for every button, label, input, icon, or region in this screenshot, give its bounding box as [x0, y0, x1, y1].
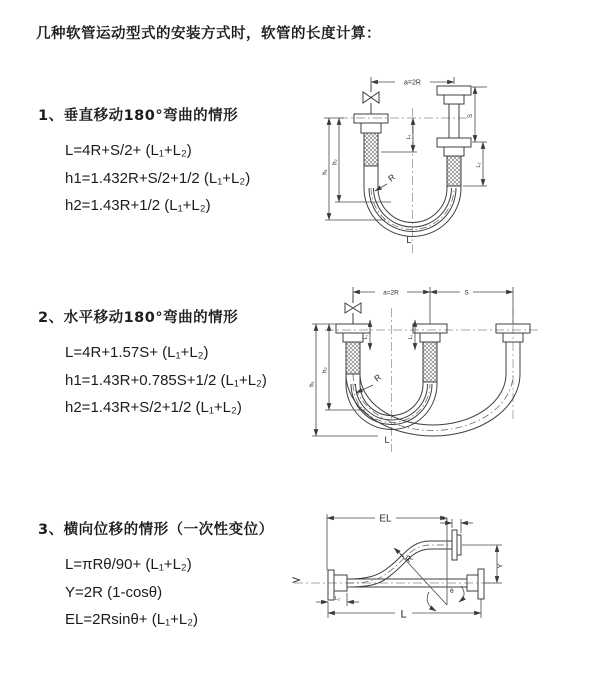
right-flange-bottom	[437, 138, 471, 156]
braided-hose-section	[447, 156, 461, 186]
radius-label: R	[403, 553, 415, 565]
dim-label-l2: L₂	[334, 596, 341, 602]
length-label: L	[384, 435, 390, 445]
formula-line: h2=1.43R+S/2+1/2 (L₁+L₂)	[65, 399, 242, 416]
left-flange	[354, 114, 388, 133]
dim-label-l1: L₁	[363, 334, 369, 340]
section-2-heading: 2、水平移动180°弯曲的情形	[38, 310, 239, 326]
dim-label-l: L	[400, 608, 407, 621]
section-lateral-displacement	[38, 518, 274, 634]
formula-line: h1=1.43R+0.785S+1/2 (L₁+L₂)	[65, 371, 267, 389]
right-flange-top	[437, 86, 471, 104]
braided-hose-section	[423, 342, 437, 382]
dim-label-l2: L₂	[476, 162, 482, 168]
formula-line: Y=2R (1-cosθ)	[65, 583, 163, 601]
lateral-displacement-diagram	[290, 490, 520, 655]
vertical-180-bend-diagram	[311, 70, 591, 265]
dim-label-s: S	[468, 113, 474, 119]
vertical-180-bend-svg	[311, 70, 591, 265]
dim-label-y: Y	[495, 563, 505, 569]
valve-icon	[363, 84, 379, 114]
dim-label-l1: L₁	[442, 516, 448, 522]
dim-label-s: S	[464, 289, 469, 297]
u-bend-hose-position2	[346, 371, 520, 436]
hose-original-position	[347, 569, 484, 599]
dim-label-h2: h₂	[322, 367, 329, 373]
formula-line: L=πRθ/90+ (L₁+L₂)	[65, 556, 192, 573]
middle-flange	[413, 324, 447, 342]
section-2-formulas	[65, 339, 267, 422]
dim-label-l1: L₁	[406, 134, 412, 140]
section-horizontal-movement	[38, 306, 267, 422]
formula-line: L=4R+1.57S+ (L₁+L₂)	[65, 344, 209, 361]
radius-label: R	[372, 371, 384, 384]
section-1-formulas	[65, 137, 250, 220]
formula-line: EL=2Rsinθ+ (L₁+L₂)	[65, 611, 199, 628]
section-vertical-movement	[38, 104, 250, 220]
dim-label-a2r: a=2R	[383, 289, 399, 297]
radius-label: R	[386, 171, 398, 184]
section-3-formulas	[65, 551, 274, 634]
break-mark	[293, 578, 300, 583]
section-1-heading: 1、垂直移动180°弯曲的情形	[38, 108, 239, 124]
dim-label-a2r: a=2R	[404, 79, 421, 87]
length-label: L	[406, 235, 412, 246]
horizontal-180-bend-diagram	[303, 280, 593, 470]
angle-label: θ	[450, 588, 454, 595]
formula-line: h2=1.43R+1/2 (L₁+L₂)	[65, 197, 211, 214]
formula-line: h1=1.432R+S/2+1/2 (L₁+L₂)	[65, 169, 251, 187]
dim-label-el: EL	[379, 513, 392, 525]
dim-label-h1: h₁	[322, 169, 329, 175]
valve-icon	[345, 294, 361, 324]
formula-line: L=4R+S/2+ (L₁+L₂)	[65, 142, 192, 159]
braided-hose-section	[364, 133, 378, 166]
braided-hose-section	[346, 342, 360, 374]
dim-label-h1: h₁	[309, 381, 316, 387]
dim-label-h2: h₂	[332, 159, 339, 165]
dim-label-l2: L₂	[408, 334, 414, 340]
lateral-displacement-svg	[290, 490, 520, 655]
section-3-heading: 3、横向位移的情形（一次性变位）	[38, 522, 274, 538]
page-title: 几种软管运动型式的安装方式时，软管的长度计算：	[36, 26, 381, 42]
hose-displaced-position	[347, 541, 452, 587]
horizontal-180-bend-svg	[303, 280, 593, 470]
upper-flange	[452, 530, 461, 560]
